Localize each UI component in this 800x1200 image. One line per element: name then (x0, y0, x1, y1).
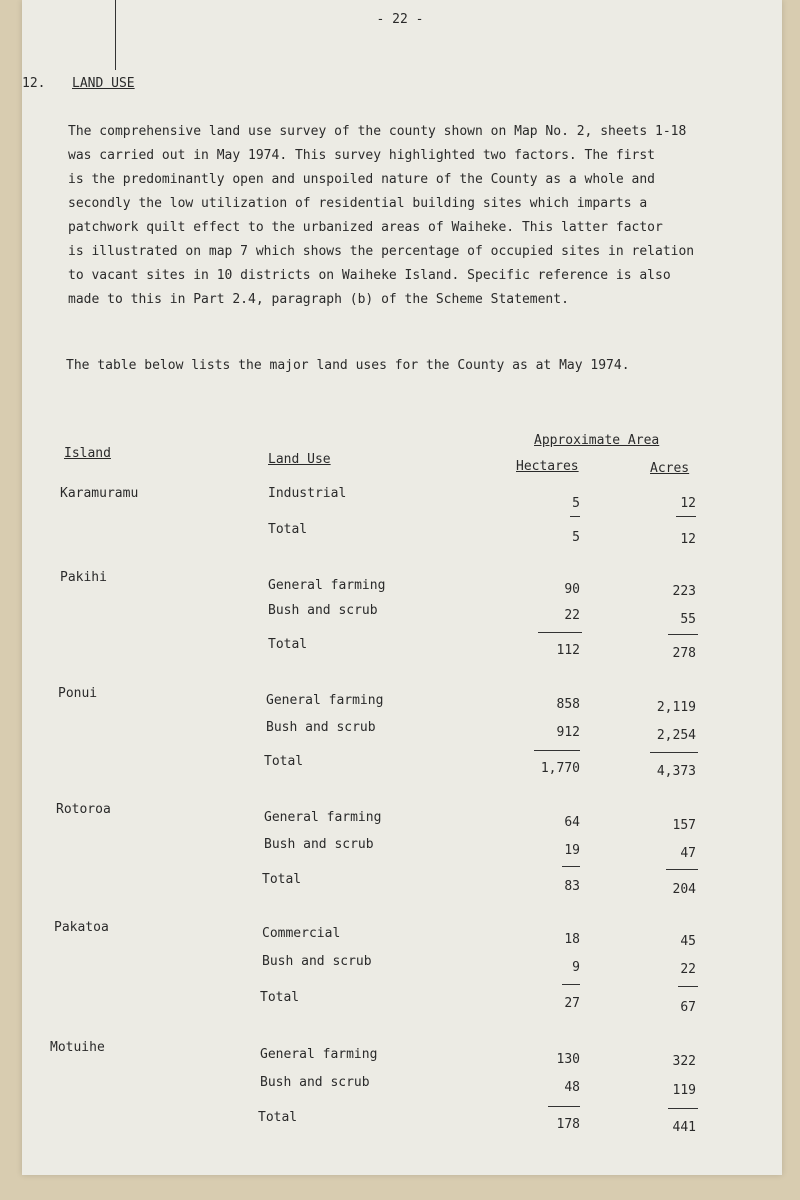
header-acres: Acres (650, 461, 690, 476)
subtotal-rule (534, 750, 580, 751)
island-name: Pakatoa (54, 920, 109, 935)
subtotal-rule (678, 986, 698, 987)
intro-line: secondly the low utilization of residential building sites which imparts a (68, 196, 648, 211)
subtotal-rule (562, 984, 580, 985)
section-title: LAND USE (72, 76, 135, 91)
island-name: Ponui (58, 686, 98, 701)
total-label: Total (262, 872, 302, 887)
subtotal-rule (668, 1108, 698, 1109)
subtotal-rule (668, 634, 698, 635)
hectares-cell: 130 (556, 1052, 580, 1067)
intro-line: to vacant sites in 10 districts on Waiheke Island. Specific reference is also (68, 268, 671, 283)
hectares-cell: 9 (572, 960, 580, 975)
acres-cell: 2,119 (656, 700, 696, 715)
land-use-cell: Bush and scrub (266, 720, 376, 735)
land-use-cell: General farming (264, 810, 382, 825)
acres-cell: 55 (680, 612, 696, 627)
subtotal-rule (538, 632, 582, 633)
hectares-cell: 19 (564, 843, 580, 858)
intro-line: patchwork quilt effect to the urbanized areas of Waiheke. This latter factor (68, 220, 663, 235)
total-label: Total (268, 522, 308, 537)
land-use-cell: Bush and scrub (268, 603, 378, 618)
total-label: Total (268, 637, 308, 652)
island-name: Karamuramu (60, 486, 139, 501)
total-hectares: 83 (564, 879, 580, 894)
subtotal-rule (570, 516, 580, 517)
subtotal-rule (676, 516, 696, 517)
acres-cell: 119 (672, 1083, 696, 1098)
header-land-use: Land Use (268, 452, 331, 467)
total-acres: 4,373 (656, 764, 696, 779)
land-use-cell: Bush and scrub (264, 837, 374, 852)
header-hectares: Hectares (516, 459, 579, 474)
margin-line (115, 0, 116, 70)
header-island: Island (64, 446, 111, 461)
total-acres: 67 (680, 1000, 696, 1015)
island-name: Motuihe (50, 1040, 105, 1055)
land-use-cell: General farming (260, 1047, 378, 1062)
total-acres: 441 (672, 1120, 696, 1135)
hectares-cell: 64 (564, 815, 580, 830)
intro-line: made to this in Part 2.4, paragraph (b) of the Scheme Statement. (68, 292, 569, 307)
total-acres: 278 (672, 646, 696, 661)
hectares-cell: 858 (556, 697, 580, 712)
land-use-cell: Bush and scrub (262, 954, 372, 969)
page-number: - 22 - (376, 12, 424, 27)
acres-cell: 12 (680, 496, 696, 511)
total-acres: 12 (680, 532, 696, 547)
total-hectares: 1,770 (540, 761, 580, 776)
hectares-cell: 48 (564, 1080, 580, 1095)
intro-line: was carried out in May 1974. This survey highlighted two factors. The first (68, 148, 655, 163)
island-name: Rotoroa (56, 802, 111, 817)
intro-line: is illustrated on map 7 which shows the percentage of occupied sites in relation (68, 244, 695, 259)
acres-cell: 223 (672, 584, 696, 599)
subtotal-rule (650, 752, 698, 753)
land-use-cell: Commercial (262, 926, 341, 941)
total-hectares: 178 (556, 1117, 580, 1132)
subtotal-rule (548, 1106, 580, 1107)
intro-line: is the predominantly open and unspoiled nature of the County as a whole and (68, 172, 655, 187)
table-intro: The table below lists the major land uses for the County as at May 1974. (66, 358, 630, 373)
hectares-cell: 5 (572, 496, 580, 511)
header-approximate-area: Approximate Area (534, 433, 660, 448)
total-hectares: 5 (572, 530, 580, 545)
hectares-cell: 18 (564, 932, 580, 947)
intro-paragraph (68, 120, 778, 312)
acres-cell: 47 (680, 846, 696, 861)
acres-cell: 2,254 (656, 728, 696, 743)
hectares-cell: 22 (564, 608, 580, 623)
total-label: Total (258, 1110, 298, 1125)
acres-cell: 322 (672, 1054, 696, 1069)
intro-line: The comprehensive land use survey of the county shown on Map No. 2, sheets 1-18 (68, 124, 687, 139)
subtotal-rule (666, 869, 698, 870)
land-use-cell: Industrial (268, 486, 347, 501)
total-hectares: 27 (564, 996, 580, 1011)
island-name: Pakihi (60, 570, 107, 585)
land-use-cell: General farming (266, 693, 384, 708)
total-label: Total (264, 754, 304, 769)
section-number: 12. (22, 76, 46, 91)
total-acres: 204 (672, 882, 696, 897)
land-use-cell: Bush and scrub (260, 1075, 370, 1090)
acres-cell: 45 (680, 934, 696, 949)
total-label: Total (260, 990, 300, 1005)
hectares-cell: 90 (564, 582, 580, 597)
land-use-cell: General farming (268, 578, 386, 593)
hectares-cell: 912 (556, 725, 580, 740)
acres-cell: 157 (672, 818, 696, 833)
total-hectares: 112 (556, 643, 580, 658)
acres-cell: 22 (680, 962, 696, 977)
subtotal-rule (562, 866, 580, 867)
